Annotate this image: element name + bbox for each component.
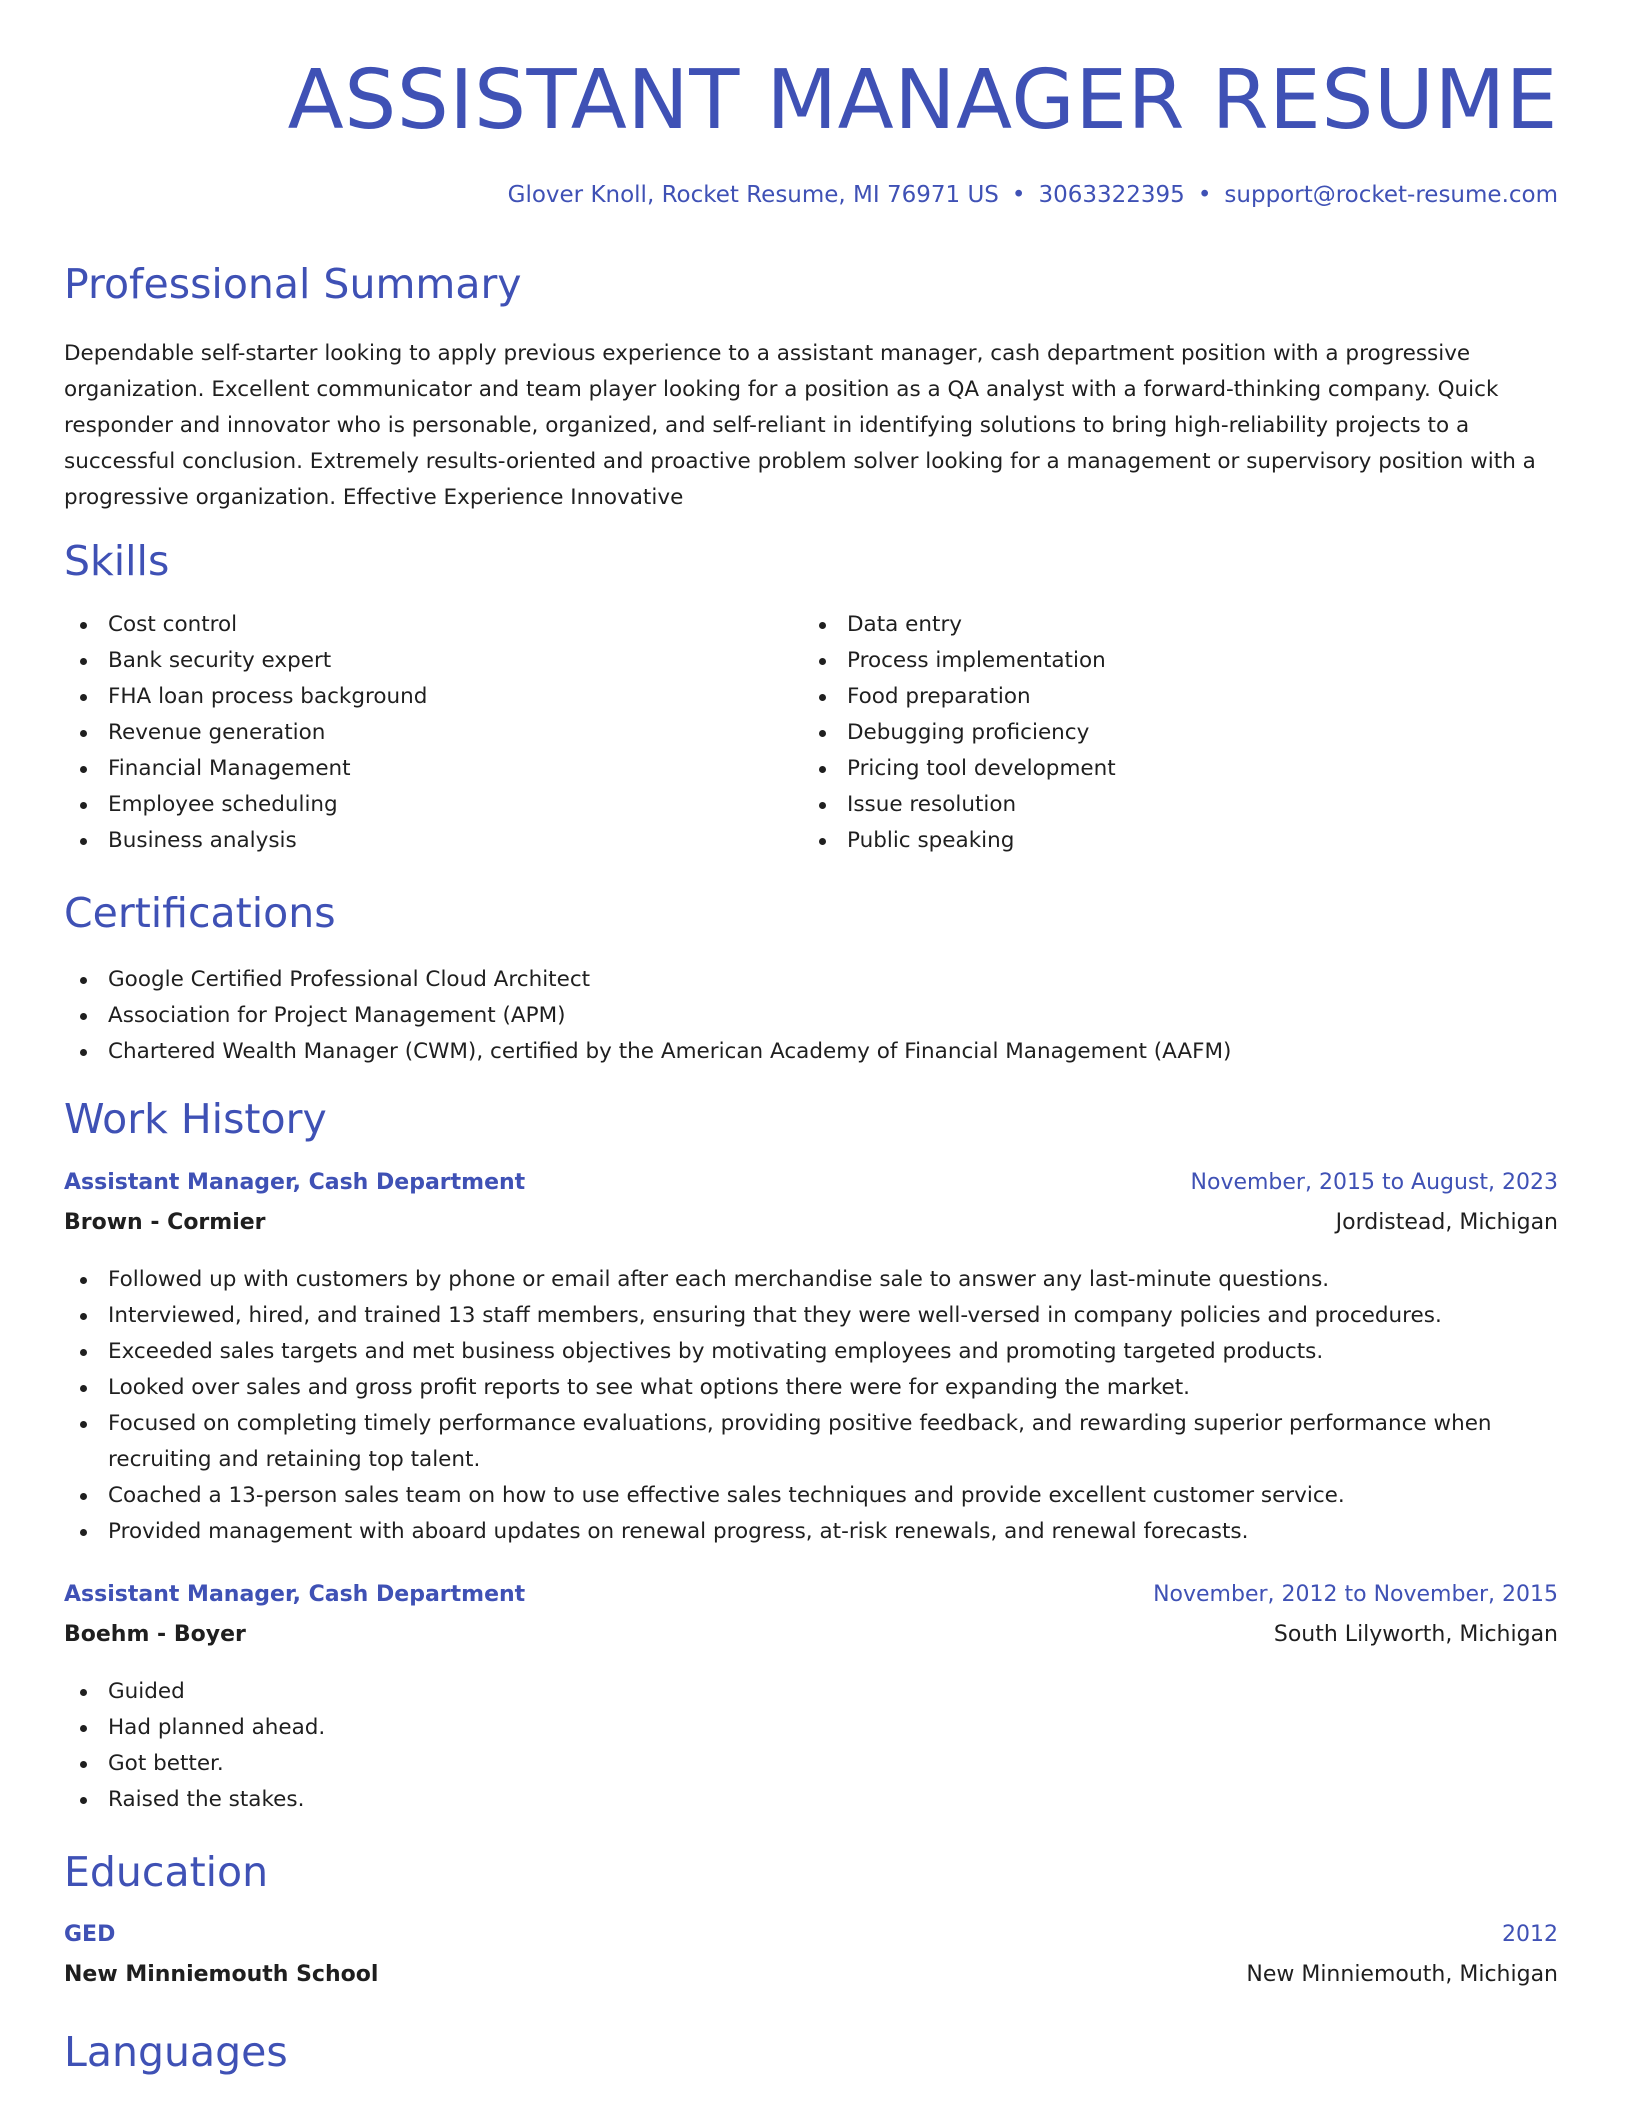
job-bullet: Guided xyxy=(64,1674,325,1710)
work-history-heading: Work History xyxy=(64,1095,327,1143)
education-school: New Minniemouth School xyxy=(64,1962,379,1987)
job-dates: November, 2015 to August, 2023 xyxy=(1190,1170,1558,1195)
summary-heading: Professional Summary xyxy=(64,260,522,308)
contact-separator: • xyxy=(1197,182,1212,208)
education-header xyxy=(64,1922,1558,1958)
education-heading: Education xyxy=(64,1848,269,1896)
certification-item: Google Certified Professional Cloud Architect xyxy=(64,962,1231,998)
job-location: Jordistead, Michigan xyxy=(1335,1210,1558,1235)
job-bullet: Focused on completing timely performance evaluations, providing positive feedback, and rewarding superior performance when recruiting and retaining top talent. xyxy=(64,1406,1558,1478)
contact-address: Glover Knoll, Rocket Resume, MI 76971 US xyxy=(507,182,999,208)
skill-item: Issue resolution xyxy=(803,787,1116,823)
education-degree: GED xyxy=(64,1922,116,1947)
job-bullet: Interviewed, hired, and trained 13 staff members, ensuring that they were well-versed in company policies and procedures. xyxy=(64,1298,1558,1334)
education-year: 2012 xyxy=(1502,1922,1558,1947)
job-bullet: Got better. xyxy=(64,1746,325,1782)
job-title: Assistant Manager, Cash Department xyxy=(64,1170,526,1195)
contact-email[interactable]: support@rocket-resume.com xyxy=(1224,182,1558,208)
skill-item: Employee scheduling xyxy=(64,787,427,823)
job-bullet: Raised the stakes. xyxy=(64,1782,325,1818)
skill-item: Revenue generation xyxy=(64,715,427,751)
skills-list-left xyxy=(64,607,427,859)
skill-item: Bank security expert xyxy=(64,643,427,679)
education-school-row xyxy=(64,1962,1558,1998)
skill-item: Debugging proficiency xyxy=(803,715,1116,751)
job-bullets xyxy=(64,1674,325,1818)
job-header xyxy=(64,1582,1558,1618)
job-bullet: Had planned ahead. xyxy=(64,1710,325,1746)
job-employer xyxy=(64,1622,1558,1658)
certifications-heading: Certifications xyxy=(64,889,336,937)
job-location: South Lilyworth, Michigan xyxy=(1273,1622,1558,1647)
skill-item: Process implementation xyxy=(803,643,1116,679)
summary-text: Dependable self-starter looking to apply previous experience to a assistant manager, cash department position with a progressive organization. Excellent communicator and team player looking for a position as a QA analyst with a forward-thinking company. Quick responder and innovator who is personable, organized, and self-reliant in identifying solutions to bring high-reliability projects to a successful conclusion. Extremely results-oriented and proactive problem solver looking for a management or supervisory position with a progressive organization. Effective Experience Innovative xyxy=(64,341,1536,510)
resume-title: ASSISTANT MANAGER RESUME xyxy=(287,53,1558,148)
job-bullet: Exceeded sales targets and met business objectives by motivating employees and promoting targeted products. xyxy=(64,1334,1558,1370)
job-title: Assistant Manager, Cash Department xyxy=(64,1582,526,1607)
certifications-list xyxy=(64,962,1231,1070)
contact-phone[interactable]: 3063322395 xyxy=(1038,182,1185,208)
skill-item: Financial Management xyxy=(64,751,427,787)
certification-item: Association for Project Management (APM) xyxy=(64,998,1231,1034)
languages-heading: Languages xyxy=(64,2028,288,2076)
job-company: Brown - Cormier xyxy=(64,1210,266,1235)
job-bullets xyxy=(64,1262,1558,1550)
skill-item: Business analysis xyxy=(64,823,427,859)
skill-item: Cost control xyxy=(64,607,427,643)
contact-line xyxy=(508,182,1558,208)
skills-list-right xyxy=(803,607,1116,859)
job-bullet: Provided management with aboard updates on renewal progress, at-risk renewals, and renewal forecasts. xyxy=(64,1514,1558,1550)
job-bullet: Coached a 13-person sales team on how to use effective sales techniques and provide excellent customer service. xyxy=(64,1478,1558,1514)
skill-item: Food preparation xyxy=(803,679,1116,715)
job-company: Boehm - Boyer xyxy=(64,1622,246,1647)
education-location: New Minniemouth, Michigan xyxy=(1246,1962,1558,1987)
job-bullet: Followed up with customers by phone or email after each merchandise sale to answer any last-minute questions. xyxy=(64,1262,1558,1298)
job-header xyxy=(64,1170,1558,1206)
job-bullet: Looked over sales and gross profit reports to see what options there were for expanding the market. xyxy=(64,1370,1558,1406)
skill-item: FHA loan process background xyxy=(64,679,427,715)
job-employer xyxy=(64,1210,1558,1246)
skill-item: Data entry xyxy=(803,607,1116,643)
skill-item: Public speaking xyxy=(803,823,1116,859)
contact-separator: • xyxy=(1011,182,1026,208)
job-dates: November, 2012 to November, 2015 xyxy=(1153,1582,1558,1607)
skill-item: Pricing tool development xyxy=(803,751,1116,787)
certification-item: Chartered Wealth Manager (CWM), certified by the American Academy of Financial Management (AAFM) xyxy=(64,1034,1231,1070)
skills-heading: Skills xyxy=(64,537,170,585)
